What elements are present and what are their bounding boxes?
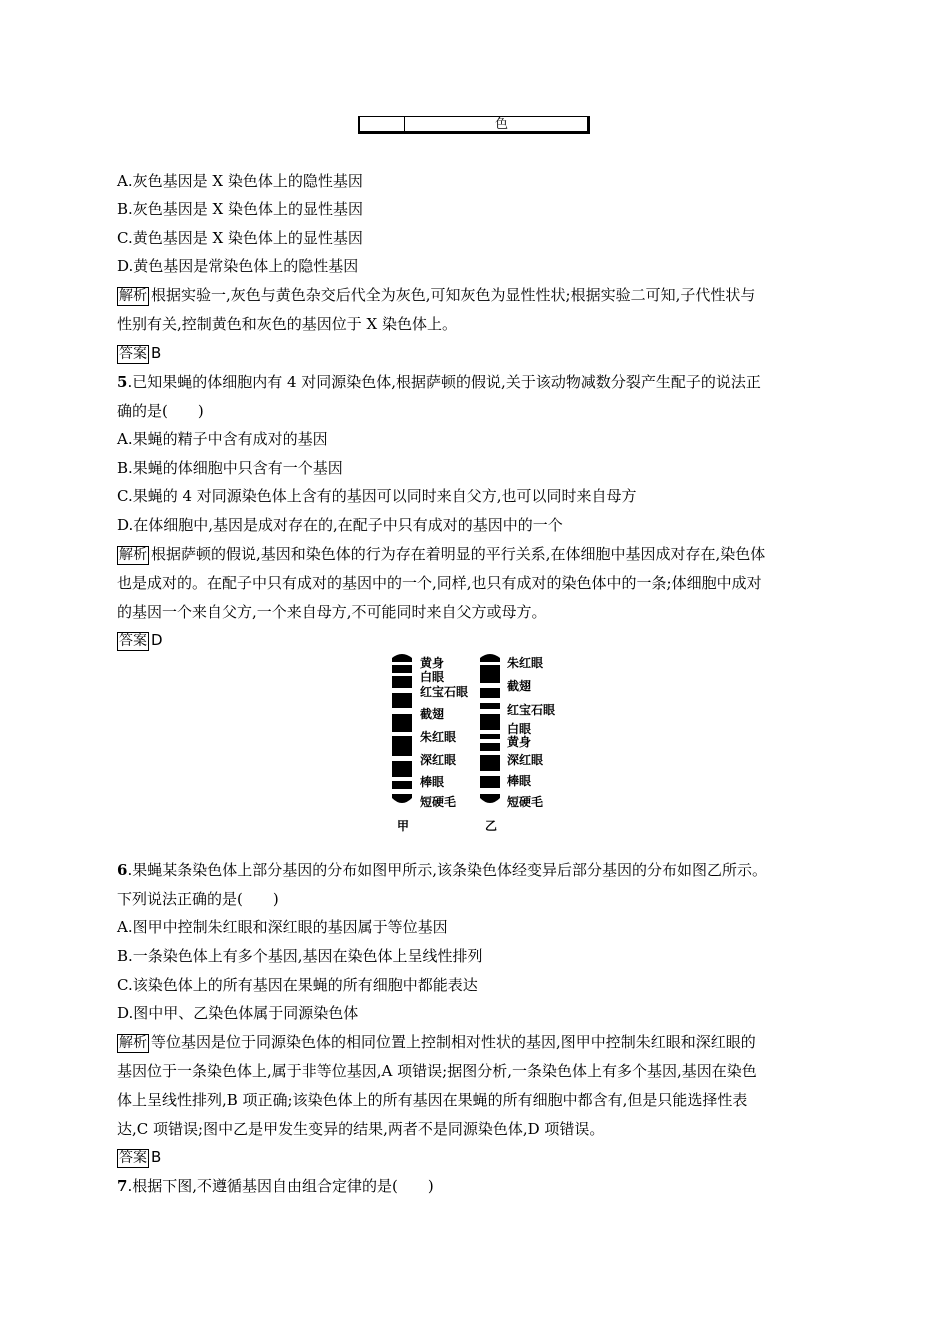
analysis-tag: 解析	[119, 288, 147, 304]
q4-analysis	[117, 285, 755, 306]
answer-value: B	[151, 344, 162, 362]
q6-option-b: B.一条染色体上有多个基因,基因在染色体上呈线性排列	[117, 947, 483, 965]
q5-option-c: C.果蝇的 4 对同源染色体上含有的基因可以同时来自父方,也可以同时来自母方	[117, 487, 637, 505]
q4-option-a: A.灰色基因是 X 染色体上的隐性基因	[117, 172, 363, 190]
chromosome-jia	[392, 654, 412, 803]
q7-stem	[117, 1176, 434, 1196]
analysis-text: 根据实验一,灰色与黄色杂交后代全为灰色,可知灰色为显性性状;根据实验二可知,子代性状与	[151, 286, 756, 304]
question-text: .果蝇某条染色体上部分基因的分布如图甲所示,该条染色体经变异后部分基因的分布如图乙所示。	[127, 861, 767, 879]
gene-label: 红宝石眼	[420, 685, 469, 699]
q4-answer	[117, 343, 161, 364]
q5-analysis	[117, 544, 765, 565]
table-cell: 色	[495, 117, 509, 132]
chromosome-figure	[380, 648, 580, 838]
q6-option-c: C.该染色体上的所有基因在果蝇的所有细胞中都能表达	[117, 976, 478, 994]
gene-label: 黄身	[420, 656, 445, 670]
question-number: 5	[117, 373, 128, 391]
gene-label: 白眼	[507, 722, 532, 736]
q6-stem-cont: 下列说法正确的是( )	[117, 890, 279, 908]
q6-analysis-cont: 体上呈线性排列,B 项正确;该染色体上的所有基因在果蝇的所有细胞中都含有,但是只能选择性表	[117, 1091, 748, 1109]
q6-analysis	[117, 1032, 756, 1053]
gene-label: 截翅	[420, 707, 445, 721]
question-number: 7	[117, 1177, 128, 1195]
q4-option-d: D.黄色基因是常染色体上的隐性基因	[117, 257, 359, 275]
answer-value: D	[151, 631, 163, 649]
table-cell	[405, 117, 495, 131]
chromosome-yi	[480, 654, 500, 803]
answer-tag: 答案	[119, 346, 147, 362]
gene-label: 白眼	[420, 670, 445, 684]
answer-tag: 答案	[119, 1150, 147, 1166]
question-number: 6	[117, 861, 128, 879]
analysis-text: 根据萨顿的假说,基因和染色体的行为存在着明显的平行关系,在体细胞中基因成对存在,染色体	[151, 545, 766, 563]
q6-analysis-cont: 达,C 项错误;图中乙是甲发生变异的结果,两者不是同源染色体,D 项错误。	[117, 1120, 605, 1138]
gene-label: 朱红眼	[420, 730, 457, 744]
gene-label: 棒眼	[507, 774, 532, 788]
q5-answer	[117, 630, 163, 651]
q4-option-c: C.黄色基因是 X 染色体上的显性基因	[117, 229, 363, 247]
q4-option-b: B.灰色基因是 X 染色体上的显性基因	[117, 200, 364, 218]
chromosome-label-yi: 乙	[485, 819, 498, 833]
q5-option-a: A.果蝇的精子中含有成对的基因	[117, 430, 328, 448]
table-cell	[360, 117, 405, 131]
q6-option-a: A.图甲中控制朱红眼和深红眼的基因属于等位基因	[117, 918, 448, 936]
gene-label: 短硬毛	[507, 795, 544, 809]
q5-stem-cont: 确的是( )	[117, 402, 204, 420]
q5-option-b: B.果蝇的体细胞中只含有一个基因	[117, 459, 343, 477]
q5-analysis-cont: 也是成对的。在配子中只有成对的基因中的一个,同样,也只有成对的染色体中的一条;体细胞中成对	[117, 574, 762, 592]
q6-stem	[117, 860, 767, 880]
analysis-text: 等位基因是位于同源染色体的相同位置上控制相对性状的基因,图甲中控制朱红眼和深红眼的	[151, 1033, 756, 1051]
answer-tag: 答案	[119, 633, 147, 649]
question-text: .根据下图,不遵循基因自由组合定律的是( )	[127, 1177, 434, 1195]
analysis-tag: 解析	[119, 547, 147, 563]
gene-label: 朱红眼	[507, 656, 544, 670]
q6-analysis-cont: 基因位于一条染色体上,属于非等位基因,A 项错误;据图分析,一条染色体上有多个基因,基因在染色	[117, 1062, 757, 1080]
table-fragment	[358, 116, 590, 134]
gene-label: 黄身	[507, 735, 532, 749]
q5-analysis-cont: 的基因一个来自父方,一个来自母方,不可能同时来自父方或母方。	[117, 603, 547, 621]
answer-value: B	[151, 1148, 162, 1166]
analysis-tag: 解析	[119, 1035, 147, 1051]
gene-label: 深红眼	[507, 753, 544, 767]
q5-stem	[117, 372, 761, 392]
q6-answer	[117, 1147, 161, 1168]
gene-label: 深红眼	[420, 753, 457, 767]
gene-label: 短硬毛	[420, 795, 457, 809]
gene-label: 棒眼	[420, 775, 445, 789]
question-text: .已知果蝇的体细胞内有 4 对同源染色体,根据萨顿的假说,关于该动物减数分裂产生配子的说法正	[127, 373, 761, 391]
q6-option-d: D.图中甲、乙染色体属于同源染色体	[117, 1004, 359, 1022]
chromosome-label-jia: 甲	[397, 819, 410, 833]
gene-label: 截翅	[507, 679, 532, 693]
q5-option-d: D.在体细胞中,基因是成对存在的,在配子中只有成对的基因中的一个	[117, 516, 563, 534]
q4-analysis-cont: 性别有关,控制黄色和灰色的基因位于 X 染色体上。	[117, 315, 457, 333]
gene-label: 红宝石眼	[507, 703, 556, 717]
